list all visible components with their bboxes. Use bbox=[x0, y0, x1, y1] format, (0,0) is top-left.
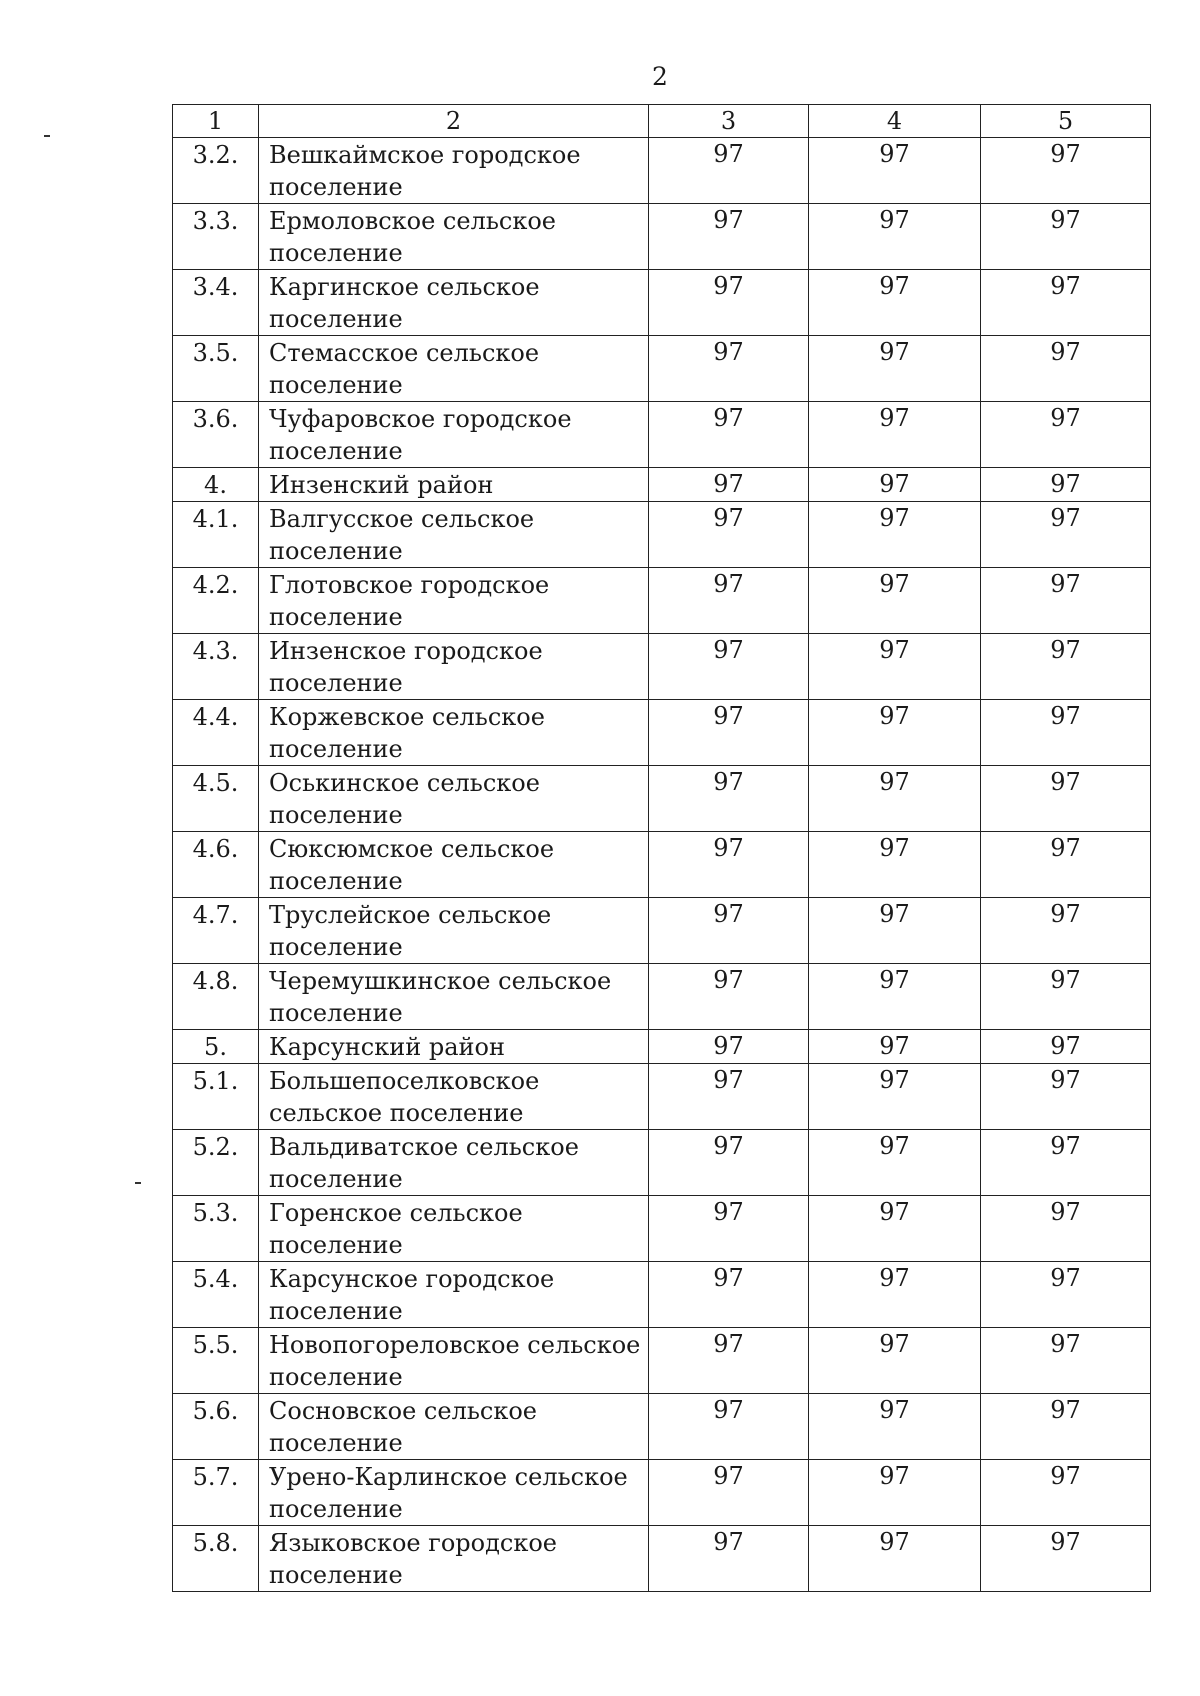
table-row bbox=[173, 832, 1151, 898]
header-cell-2: 2 bbox=[259, 105, 649, 138]
settlement-name-cell: Глотовское городское поселение bbox=[259, 568, 649, 634]
row-number-cell: 3.5. bbox=[173, 336, 259, 402]
settlement-name-cell: Оськинское сельское поселение bbox=[259, 766, 649, 832]
value-cell-4: 97 bbox=[809, 502, 981, 568]
value-cell-4: 97 bbox=[809, 1196, 981, 1262]
table-row bbox=[173, 1394, 1151, 1460]
value-cell-4: 97 bbox=[809, 1064, 981, 1130]
value-cell-5: 97 bbox=[981, 468, 1151, 502]
table-row bbox=[173, 502, 1151, 568]
value-cell-4: 97 bbox=[809, 138, 981, 204]
value-cell-3: 97 bbox=[649, 204, 809, 270]
header-cell-1: 1 bbox=[173, 105, 259, 138]
value-cell-4: 97 bbox=[809, 1394, 981, 1460]
value-cell-3: 97 bbox=[649, 700, 809, 766]
table-header-row bbox=[173, 105, 1151, 138]
table-row bbox=[173, 1328, 1151, 1394]
table-row bbox=[173, 1064, 1151, 1130]
row-number-cell: 4.6. bbox=[173, 832, 259, 898]
scan-speck bbox=[135, 1182, 141, 1184]
table-row bbox=[173, 700, 1151, 766]
settlement-name-cell: Карсунское городское поселение bbox=[259, 1262, 649, 1328]
table-row bbox=[173, 138, 1151, 204]
row-number-cell: 5.7. bbox=[173, 1460, 259, 1526]
table-row bbox=[173, 336, 1151, 402]
table-row bbox=[173, 964, 1151, 1030]
table-row bbox=[173, 898, 1151, 964]
value-cell-5: 97 bbox=[981, 1030, 1151, 1064]
value-cell-5: 97 bbox=[981, 964, 1151, 1030]
row-number-cell: 5.2. bbox=[173, 1130, 259, 1196]
value-cell-4: 97 bbox=[809, 898, 981, 964]
value-cell-3: 97 bbox=[649, 402, 809, 468]
table-row bbox=[173, 1196, 1151, 1262]
row-number-cell: 3.3. bbox=[173, 204, 259, 270]
value-cell-3: 97 bbox=[649, 1526, 809, 1592]
value-cell-3: 97 bbox=[649, 270, 809, 336]
settlement-name-cell: Ермоловское сельское поселение bbox=[259, 204, 649, 270]
header-cell-5: 5 bbox=[981, 105, 1151, 138]
value-cell-4: 97 bbox=[809, 1262, 981, 1328]
value-cell-5: 97 bbox=[981, 1328, 1151, 1394]
value-cell-4: 97 bbox=[809, 468, 981, 502]
value-cell-3: 97 bbox=[649, 898, 809, 964]
settlement-name-cell: Большепоселковское сельское поселение bbox=[259, 1064, 649, 1130]
value-cell-3: 97 bbox=[649, 1262, 809, 1328]
table-row bbox=[173, 270, 1151, 336]
row-number-cell: 5.3. bbox=[173, 1196, 259, 1262]
value-cell-3: 97 bbox=[649, 1130, 809, 1196]
value-cell-5: 97 bbox=[981, 204, 1151, 270]
value-cell-3: 97 bbox=[649, 766, 809, 832]
row-number-cell: 5.6. bbox=[173, 1394, 259, 1460]
value-cell-5: 97 bbox=[981, 1394, 1151, 1460]
data-table bbox=[172, 104, 1151, 1592]
page-number: 2 bbox=[652, 62, 668, 91]
table-row bbox=[173, 1262, 1151, 1328]
settlement-name-cell: Горенское сельское поселение bbox=[259, 1196, 649, 1262]
value-cell-3: 97 bbox=[649, 1064, 809, 1130]
settlement-name-cell: Коржевское сельское поселение bbox=[259, 700, 649, 766]
table-row bbox=[173, 568, 1151, 634]
settlement-name-cell: Вешкаймское городское поселение bbox=[259, 138, 649, 204]
value-cell-5: 97 bbox=[981, 1196, 1151, 1262]
table-row bbox=[173, 1460, 1151, 1526]
value-cell-5: 97 bbox=[981, 1130, 1151, 1196]
value-cell-3: 97 bbox=[649, 832, 809, 898]
value-cell-4: 97 bbox=[809, 700, 981, 766]
value-cell-5: 97 bbox=[981, 766, 1151, 832]
table-row bbox=[173, 468, 1151, 502]
value-cell-4: 97 bbox=[809, 568, 981, 634]
settlement-name-cell: Каргинское сельское поселение bbox=[259, 270, 649, 336]
settlement-name-cell: Инзенское городское поселение bbox=[259, 634, 649, 700]
value-cell-5: 97 bbox=[981, 502, 1151, 568]
value-cell-5: 97 bbox=[981, 832, 1151, 898]
value-cell-3: 97 bbox=[649, 138, 809, 204]
value-cell-4: 97 bbox=[809, 270, 981, 336]
table-row bbox=[173, 204, 1151, 270]
header-cell-3: 3 bbox=[649, 105, 809, 138]
settlement-name-cell: Новопогореловское сельское поселение bbox=[259, 1328, 649, 1394]
settlement-name-cell: Вальдиватское сельское поселение bbox=[259, 1130, 649, 1196]
value-cell-4: 97 bbox=[809, 402, 981, 468]
value-cell-5: 97 bbox=[981, 1460, 1151, 1526]
value-cell-3: 97 bbox=[649, 1460, 809, 1526]
value-cell-3: 97 bbox=[649, 964, 809, 1030]
value-cell-5: 97 bbox=[981, 270, 1151, 336]
row-number-cell: 4. bbox=[173, 468, 259, 502]
table-row bbox=[173, 402, 1151, 468]
table-row bbox=[173, 1130, 1151, 1196]
value-cell-5: 97 bbox=[981, 700, 1151, 766]
row-number-cell: 4.2. bbox=[173, 568, 259, 634]
value-cell-4: 97 bbox=[809, 1460, 981, 1526]
settlement-name-cell: Инзенский район bbox=[259, 468, 649, 502]
table-row bbox=[173, 1030, 1151, 1064]
settlement-name-cell: Сосновское сельское поселение bbox=[259, 1394, 649, 1460]
value-cell-4: 97 bbox=[809, 832, 981, 898]
value-cell-4: 97 bbox=[809, 1030, 981, 1064]
settlement-name-cell: Урено-Карлинское сельское поселение bbox=[259, 1460, 649, 1526]
row-number-cell: 4.4. bbox=[173, 700, 259, 766]
row-number-cell: 5.1. bbox=[173, 1064, 259, 1130]
value-cell-3: 97 bbox=[649, 336, 809, 402]
row-number-cell: 5.5. bbox=[173, 1328, 259, 1394]
settlement-name-cell: Карсунский район bbox=[259, 1030, 649, 1064]
row-number-cell: 3.6. bbox=[173, 402, 259, 468]
row-number-cell: 4.5. bbox=[173, 766, 259, 832]
value-cell-4: 97 bbox=[809, 634, 981, 700]
table-row bbox=[173, 634, 1151, 700]
row-number-cell: 5.4. bbox=[173, 1262, 259, 1328]
value-cell-5: 97 bbox=[981, 898, 1151, 964]
row-number-cell: 4.8. bbox=[173, 964, 259, 1030]
value-cell-3: 97 bbox=[649, 1328, 809, 1394]
value-cell-5: 97 bbox=[981, 634, 1151, 700]
value-cell-3: 97 bbox=[649, 1196, 809, 1262]
value-cell-4: 97 bbox=[809, 1526, 981, 1592]
value-cell-5: 97 bbox=[981, 336, 1151, 402]
value-cell-3: 97 bbox=[649, 568, 809, 634]
value-cell-4: 97 bbox=[809, 766, 981, 832]
row-number-cell: 5. bbox=[173, 1030, 259, 1064]
settlement-name-cell: Языковское городское поселение bbox=[259, 1526, 649, 1592]
row-number-cell: 4.1. bbox=[173, 502, 259, 568]
row-number-cell: 3.2. bbox=[173, 138, 259, 204]
value-cell-5: 97 bbox=[981, 402, 1151, 468]
value-cell-5: 97 bbox=[981, 1262, 1151, 1328]
value-cell-3: 97 bbox=[649, 468, 809, 502]
value-cell-5: 97 bbox=[981, 568, 1151, 634]
table-row bbox=[173, 1526, 1151, 1592]
scan-speck bbox=[44, 135, 50, 137]
value-cell-4: 97 bbox=[809, 1130, 981, 1196]
value-cell-4: 97 bbox=[809, 204, 981, 270]
row-number-cell: 5.8. bbox=[173, 1526, 259, 1592]
row-number-cell: 4.7. bbox=[173, 898, 259, 964]
value-cell-5: 97 bbox=[981, 1526, 1151, 1592]
settlement-name-cell: Стемасское сельское поселение bbox=[259, 336, 649, 402]
value-cell-5: 97 bbox=[981, 1064, 1151, 1130]
value-cell-4: 97 bbox=[809, 1328, 981, 1394]
settlement-name-cell: Сюксюмское сельское поселение bbox=[259, 832, 649, 898]
settlement-name-cell: Труслейское сельское поселение bbox=[259, 898, 649, 964]
value-cell-4: 97 bbox=[809, 336, 981, 402]
header-cell-4: 4 bbox=[809, 105, 981, 138]
settlement-name-cell: Чуфаровское городское поселение bbox=[259, 402, 649, 468]
value-cell-5: 97 bbox=[981, 138, 1151, 204]
table-row bbox=[173, 766, 1151, 832]
settlement-name-cell: Черемушкинское сельское поселение bbox=[259, 964, 649, 1030]
value-cell-4: 97 bbox=[809, 964, 981, 1030]
value-cell-3: 97 bbox=[649, 1394, 809, 1460]
settlement-name-cell: Валгусское сельское поселение bbox=[259, 502, 649, 568]
value-cell-3: 97 bbox=[649, 502, 809, 568]
value-cell-3: 97 bbox=[649, 1030, 809, 1064]
value-cell-3: 97 bbox=[649, 634, 809, 700]
row-number-cell: 3.4. bbox=[173, 270, 259, 336]
row-number-cell: 4.3. bbox=[173, 634, 259, 700]
